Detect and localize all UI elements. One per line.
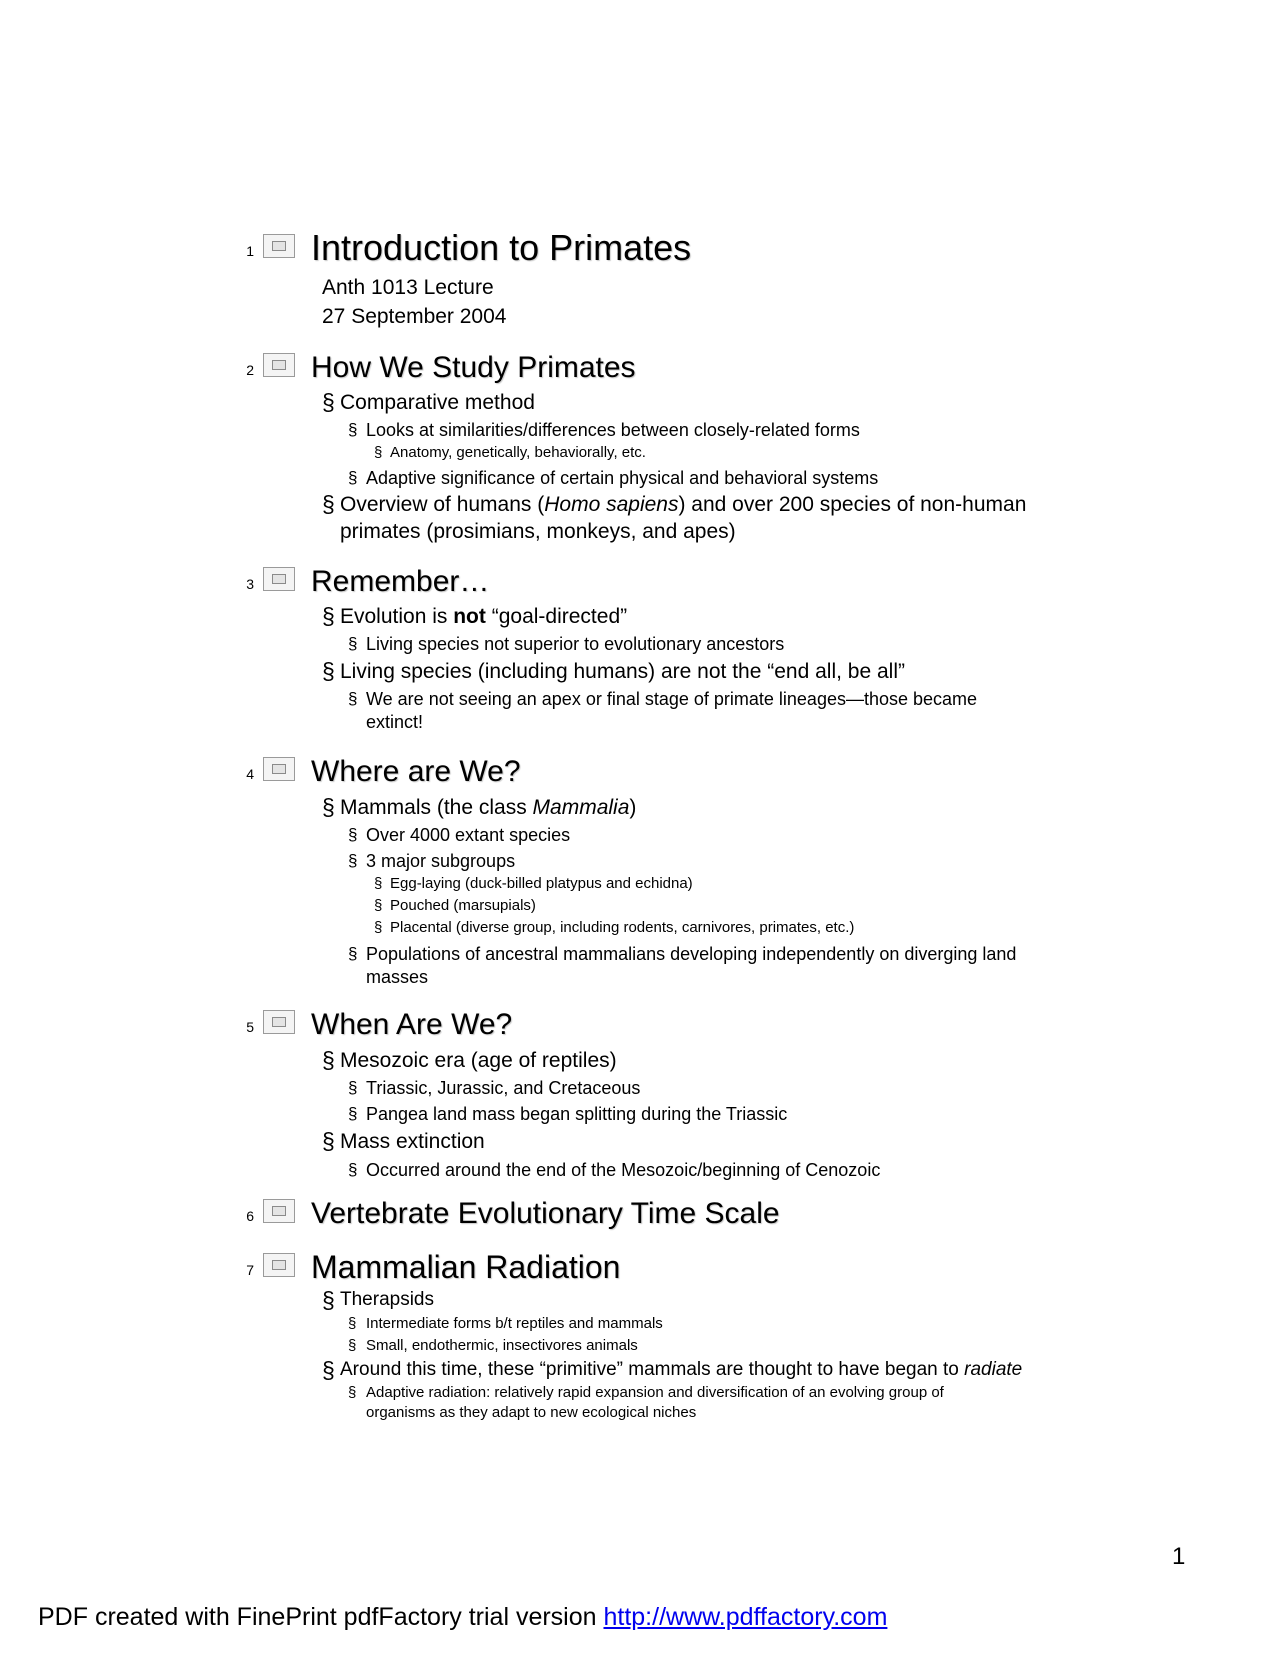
bullet-marker-icon: §	[348, 825, 358, 844]
slide-title: Remember…	[311, 565, 490, 598]
slide-thumbnail-icon	[263, 1010, 295, 1034]
footer-link[interactable]: http://www.pdffactory.com	[603, 1603, 888, 1631]
bullet-marker-icon: §	[374, 444, 383, 461]
footer-text: PDF created with FinePrint pdfFactory trial version	[38, 1603, 604, 1631]
bullet-marker-icon: §	[348, 468, 358, 487]
bullet-marker-icon: §	[322, 1047, 335, 1073]
slide-number: 2	[246, 362, 254, 378]
slide-number: 6	[246, 1208, 254, 1224]
slide-number: 7	[246, 1262, 254, 1278]
slide-number: 4	[246, 766, 254, 782]
bullet-marker-icon: §	[322, 389, 335, 415]
slide-thumbnail-icon	[263, 567, 295, 591]
bullet-marker-icon: §	[348, 634, 358, 653]
bullet-marker-icon: §	[322, 658, 335, 684]
slide-title: Introduction to Primates	[311, 227, 692, 268]
bullet-marker-icon: §	[374, 897, 383, 914]
slide-outline: 1 Introduction to Primates Anth 1013 Lecture 27 September 2004 2 How We Study Primates § Comparative method § Looks at similarities/differences between closely-related forms § Anatomy, genetically, behaviorally, etc. § Adaptive significance of certain physical and behavioral systems § Overview of humans (Homo sapiens) and over 200 species of non-human primates (prosimians, monkeys, and apes) 3 Remember… § Evolution is not “goal-directed” § Living species not superior to evolutionary ancestors § Living species (including humans) are not the “end all, be all” § We are not seeing an apex or final stage of primate lineages—those became extinct! 4 Where are We? § Mammals (the class Mammalia) § Over 4000 extant species § 3 major subgroups § Egg-laying (duck-billed platypus and echidna) § Pouched (marsupials) § Placental (diverse group, including rodents, carnivores, primates, etc.) § Populations of ancestral mammalians developing independently on diverging land masses 5 When Are We? § Mesozoic era (age of reptiles) § Triassic, Jurassic, and Cretaceous § Pangea land mass began splitting during the Triassic § Mass extinction § Occurred around the end of the Mesozoic/beginning of Cenozoic 6 Vertebrate Evolutionary Time Scale 7 Mammalian Radiation § Therapsids § Intermediate forms b/t reptiles and mammals § Small, endothermic, insectivores animals § Around this time, these “primitive” mammals are thought to have began to radiate § Adaptive radiation: relatively rapid expansion and diversification of an evolving group of organisms as they adapt to new ecological niches	[0, 0, 1280, 1656]
subtitle-line: 27 September 2004	[322, 305, 507, 328]
slide-thumbnail-icon	[263, 757, 295, 781]
slide-title: When Are We?	[311, 1008, 513, 1041]
bullet-marker-icon: §	[348, 1104, 358, 1123]
bullet-marker-icon: §	[348, 944, 358, 963]
slide-title: Where are We?	[311, 755, 521, 788]
bullet-marker-icon: §	[348, 1078, 358, 1097]
slide-title: How We Study Primates	[311, 351, 636, 384]
slide-number: 3	[246, 576, 254, 592]
bullet-marker-icon: §	[348, 1160, 358, 1179]
bullet-continuation: primates (prosimians, monkeys, and apes)	[340, 520, 736, 543]
subtitle-line: Anth 1013 Lecture	[322, 276, 494, 299]
bullet-marker-icon: §	[348, 1337, 357, 1354]
slide-thumbnail-icon	[263, 234, 295, 258]
bullet-marker-icon: §	[348, 689, 358, 708]
pdf-footer	[38, 1603, 887, 1632]
bullet-marker-icon: §	[322, 491, 335, 517]
bullet-continuation: organisms as they adapt to new ecological niches	[366, 1404, 697, 1421]
page-number: 1	[1172, 1543, 1186, 1570]
bullet-continuation: masses	[366, 967, 429, 987]
bullet-marker-icon: §	[348, 1315, 357, 1332]
slide-number: 5	[246, 1019, 254, 1035]
bullet-marker-icon: §	[348, 851, 358, 870]
bullet-marker-icon: §	[322, 603, 335, 629]
bullet-marker-icon: §	[374, 919, 383, 936]
slide-thumbnail-icon	[263, 1199, 295, 1223]
slide-title: Vertebrate Evolutionary Time Scale	[311, 1197, 780, 1230]
bullet-marker-icon: §	[374, 875, 383, 892]
bullet-continuation: extinct!	[366, 712, 424, 732]
slide-title: Mammalian Radiation	[311, 1249, 621, 1285]
slide-number: 1	[246, 243, 254, 259]
bullet-marker-icon: §	[322, 1357, 335, 1383]
bullet-marker-icon: §	[322, 1128, 335, 1154]
bullet-marker-icon: §	[322, 1287, 335, 1313]
bullet-marker-icon: §	[348, 1384, 357, 1401]
bullet-marker-icon: §	[348, 420, 358, 439]
slide-thumbnail-icon	[263, 353, 295, 377]
bullet-marker-icon: §	[322, 794, 335, 820]
slide-thumbnail-icon	[263, 1253, 295, 1277]
